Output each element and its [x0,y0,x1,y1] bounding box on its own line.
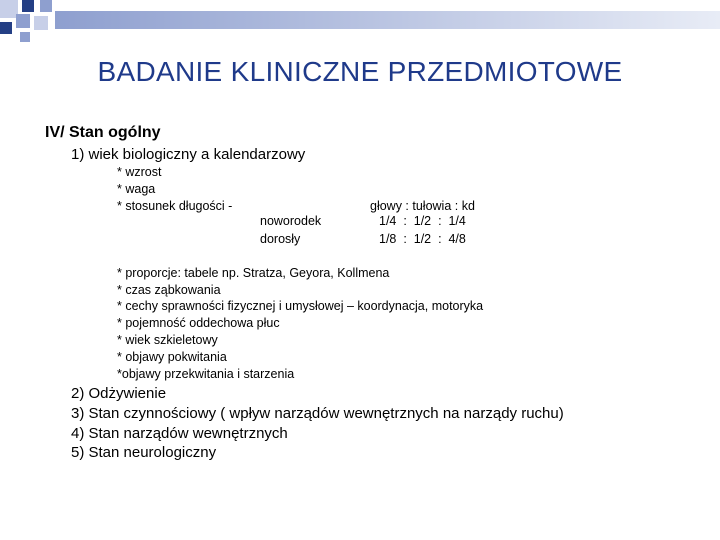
sub-item: *objawy przekwitania i starzenia [117,367,295,381]
decor-square [16,14,30,28]
sub-item: * waga [117,182,156,196]
list-item-3: 3) Stan czynnościowy ( wpływ narządów wewnętrznych na narządy ruchu) [71,405,564,422]
ratio-label: noworodek [260,214,322,228]
ratio-values: 1/4 : 1/2 : 1/4 [379,214,466,228]
decor-square [20,32,30,42]
sub-item: * czas ząbkowania [117,283,221,297]
list-item-1: 1) wiek biologiczny a kalendarzowy [71,146,306,163]
decor-square [22,0,34,12]
sub-item: * cechy sprawności fizycznej i umysłowej – koordynacja, motoryka [117,299,484,313]
decor-square [0,22,12,34]
section-heading: IV/ Stan ogólny [45,124,161,141]
list-item-5: 5) Stan neurologiczny [71,444,217,461]
list-item-4: 4) Stan narządów wewnętrznych [71,425,288,442]
ratio-header: głowy : tułowia : kd [370,199,475,213]
slide-title: BADANIE KLINICZNE PRZEDMIOTOWE [97,56,623,87]
sub-item: * proporcje: tabele np. Stratza, Geyora, Kollmena [117,266,390,280]
ratio-label: dorosły [260,232,301,246]
sub-item: * wzrost [117,165,162,179]
header-gradient-bar [55,11,720,29]
ratio-values: 1/8 : 1/2 : 4/8 [379,232,466,246]
sub-item: * objawy pokwitania [117,350,227,364]
sub-item: * stosunek długości - [117,199,233,213]
sub-item: * wiek szkieletowy [117,333,218,347]
sub-item: * pojemność oddechowa płuc [117,316,280,330]
decor-square [34,16,48,30]
list-item-2: 2) Odżywienie [71,385,167,402]
decor-square [40,0,52,12]
